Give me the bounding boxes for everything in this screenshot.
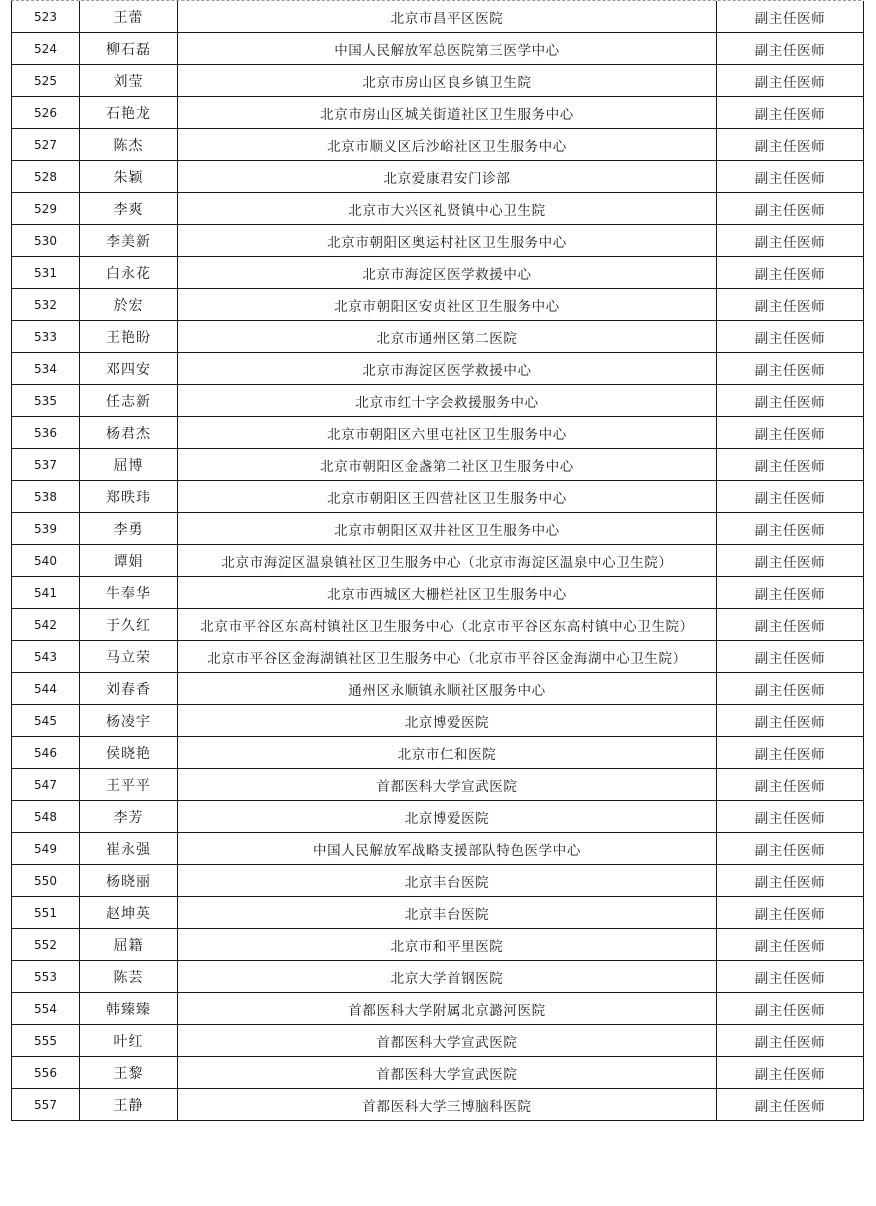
serial-number-cell: 525 — [12, 65, 80, 97]
organization-cell: 北京博爱医院 — [178, 705, 717, 737]
serial-number-cell: 536 — [12, 417, 80, 449]
serial-number-cell: 549 — [12, 833, 80, 865]
title-cell: 副主任医师 — [717, 1025, 864, 1057]
title-cell: 副主任医师 — [717, 865, 864, 897]
serial-number-cell: 542 — [12, 609, 80, 641]
name-cell: 王蕾 — [80, 1, 178, 33]
title-cell: 副主任医师 — [717, 353, 864, 385]
organization-cell: 北京市朝阳区王四营社区卫生服务中心 — [178, 481, 717, 513]
title-cell: 副主任医师 — [717, 1089, 864, 1121]
table-row — [12, 161, 864, 193]
name-cell: 杨晓丽 — [80, 865, 178, 897]
table-row — [12, 673, 864, 705]
table-row — [12, 33, 864, 65]
title-cell: 副主任医师 — [717, 97, 864, 129]
organization-cell: 北京市和平里医院 — [178, 929, 717, 961]
table-row — [12, 897, 864, 929]
name-cell: 王平平 — [80, 769, 178, 801]
name-cell: 马立荣 — [80, 641, 178, 673]
organization-cell: 北京市房山区城关街道社区卫生服务中心 — [178, 97, 717, 129]
title-cell: 副主任医师 — [717, 161, 864, 193]
serial-number-cell: 526 — [12, 97, 80, 129]
name-cell: 邓四安 — [80, 353, 178, 385]
name-cell: 任志新 — [80, 385, 178, 417]
title-cell: 副主任医师 — [717, 33, 864, 65]
personnel-table — [11, 1, 864, 1121]
serial-number-cell: 545 — [12, 705, 80, 737]
serial-number-cell: 546 — [12, 737, 80, 769]
name-cell: 屈籍 — [80, 929, 178, 961]
name-cell: 刘莹 — [80, 65, 178, 97]
name-cell: 谭娟 — [80, 545, 178, 577]
table-row — [12, 193, 864, 225]
serial-number-cell: 553 — [12, 961, 80, 993]
organization-cell: 中国人民解放军战略支援部队特色医学中心 — [178, 833, 717, 865]
serial-number-cell: 535 — [12, 385, 80, 417]
table-row — [12, 225, 864, 257]
serial-number-cell: 538 — [12, 481, 80, 513]
serial-number-cell: 552 — [12, 929, 80, 961]
title-cell: 副主任医师 — [717, 289, 864, 321]
title-cell: 副主任医师 — [717, 897, 864, 929]
table-row — [12, 1025, 864, 1057]
table-row — [12, 65, 864, 97]
table-row — [12, 641, 864, 673]
table-row — [12, 449, 864, 481]
name-cell: 李勇 — [80, 513, 178, 545]
organization-cell: 北京市通州区第二医院 — [178, 321, 717, 353]
table-row — [12, 129, 864, 161]
title-cell: 副主任医师 — [717, 705, 864, 737]
name-cell: 赵坤英 — [80, 897, 178, 929]
serial-number-cell: 533 — [12, 321, 80, 353]
organization-cell: 北京丰台医院 — [178, 897, 717, 929]
title-cell: 副主任医师 — [717, 1, 864, 33]
organization-cell: 北京市顺义区后沙峪社区卫生服务中心 — [178, 129, 717, 161]
title-cell: 副主任医师 — [717, 193, 864, 225]
organization-cell: 北京市朝阳区金盏第二社区卫生服务中心 — [178, 449, 717, 481]
organization-cell: 北京市平谷区东高村镇社区卫生服务中心（北京市平谷区东高村镇中心卫生院） — [178, 609, 717, 641]
title-cell: 副主任医师 — [717, 321, 864, 353]
title-cell: 副主任医师 — [717, 129, 864, 161]
organization-cell: 北京市朝阳区双井社区卫生服务中心 — [178, 513, 717, 545]
title-cell: 副主任医师 — [717, 641, 864, 673]
organization-cell: 北京丰台医院 — [178, 865, 717, 897]
serial-number-cell: 539 — [12, 513, 80, 545]
title-cell: 副主任医师 — [717, 385, 864, 417]
name-cell: 朱颖 — [80, 161, 178, 193]
title-cell: 副主任医师 — [717, 225, 864, 257]
name-cell: 崔永强 — [80, 833, 178, 865]
table-row — [12, 609, 864, 641]
table-row — [12, 481, 864, 513]
serial-number-cell: 541 — [12, 577, 80, 609]
table-row — [12, 353, 864, 385]
title-cell: 副主任医师 — [717, 673, 864, 705]
serial-number-cell: 532 — [12, 289, 80, 321]
serial-number-cell: 555 — [12, 1025, 80, 1057]
table-row — [12, 1057, 864, 1089]
name-cell: 刘春香 — [80, 673, 178, 705]
title-cell: 副主任医师 — [717, 609, 864, 641]
table-row — [12, 737, 864, 769]
name-cell: 石艳龙 — [80, 97, 178, 129]
name-cell: 叶红 — [80, 1025, 178, 1057]
name-cell: 杨凌宇 — [80, 705, 178, 737]
organization-cell: 北京市朝阳区六里屯社区卫生服务中心 — [178, 417, 717, 449]
name-cell: 韩臻臻 — [80, 993, 178, 1025]
name-cell: 杨君杰 — [80, 417, 178, 449]
serial-number-cell: 548 — [12, 801, 80, 833]
table-row — [12, 97, 864, 129]
organization-cell: 北京市海淀区医学救援中心 — [178, 353, 717, 385]
organization-cell: 首都医科大学宣武医院 — [178, 1025, 717, 1057]
organization-cell: 中国人民解放军总医院第三医学中心 — [178, 33, 717, 65]
table-row — [12, 577, 864, 609]
title-cell: 副主任医师 — [717, 769, 864, 801]
serial-number-cell: 544 — [12, 673, 80, 705]
serial-number-cell: 534 — [12, 353, 80, 385]
title-cell: 副主任医师 — [717, 929, 864, 961]
table-row — [12, 257, 864, 289]
table-row — [12, 1089, 864, 1121]
organization-cell: 北京市朝阳区奥运村社区卫生服务中心 — [178, 225, 717, 257]
organization-cell: 北京市朝阳区安贞社区卫生服务中心 — [178, 289, 717, 321]
serial-number-cell: 531 — [12, 257, 80, 289]
personnel-table-body — [12, 1, 864, 1121]
table-row — [12, 801, 864, 833]
title-cell: 副主任医师 — [717, 65, 864, 97]
table-row — [12, 769, 864, 801]
name-cell: 柳石磊 — [80, 33, 178, 65]
organization-cell: 北京市昌平区医院 — [178, 1, 717, 33]
serial-number-cell: 530 — [12, 225, 80, 257]
table-row — [12, 993, 864, 1025]
name-cell: 陈芸 — [80, 961, 178, 993]
organization-cell: 北京市平谷区金海湖镇社区卫生服务中心（北京市平谷区金海湖中心卫生院） — [178, 641, 717, 673]
table-row — [12, 865, 864, 897]
organization-cell: 通州区永顺镇永顺社区服务中心 — [178, 673, 717, 705]
organization-cell: 北京市仁和医院 — [178, 737, 717, 769]
name-cell: 郑昳玮 — [80, 481, 178, 513]
organization-cell: 首都医科大学三博脑科医院 — [178, 1089, 717, 1121]
serial-number-cell: 547 — [12, 769, 80, 801]
table-row — [12, 1, 864, 33]
title-cell: 副主任医师 — [717, 993, 864, 1025]
table-row — [12, 961, 864, 993]
serial-number-cell: 524 — [12, 33, 80, 65]
organization-cell: 北京大学首钢医院 — [178, 961, 717, 993]
organization-cell: 首都医科大学附属北京潞河医院 — [178, 993, 717, 1025]
title-cell: 副主任医师 — [717, 545, 864, 577]
serial-number-cell: 537 — [12, 449, 80, 481]
serial-number-cell: 556 — [12, 1057, 80, 1089]
organization-cell: 首都医科大学宣武医院 — [178, 769, 717, 801]
serial-number-cell: 529 — [12, 193, 80, 225]
title-cell: 副主任医师 — [717, 513, 864, 545]
organization-cell: 北京市大兴区礼贤镇中心卫生院 — [178, 193, 717, 225]
name-cell: 王艳盼 — [80, 321, 178, 353]
name-cell: 陈杰 — [80, 129, 178, 161]
table-row — [12, 289, 864, 321]
table-row — [12, 545, 864, 577]
table-row — [12, 833, 864, 865]
title-cell: 副主任医师 — [717, 961, 864, 993]
title-cell: 副主任医师 — [717, 577, 864, 609]
title-cell: 副主任医师 — [717, 1057, 864, 1089]
organization-cell: 北京市海淀区温泉镇社区卫生服务中心（北京市海淀区温泉中心卫生院） — [178, 545, 717, 577]
title-cell: 副主任医师 — [717, 481, 864, 513]
table-row — [12, 929, 864, 961]
serial-number-cell: 554 — [12, 993, 80, 1025]
serial-number-cell: 543 — [12, 641, 80, 673]
serial-number-cell: 551 — [12, 897, 80, 929]
name-cell: 李芳 — [80, 801, 178, 833]
table-row — [12, 513, 864, 545]
organization-cell: 北京市西城区大栅栏社区卫生服务中心 — [178, 577, 717, 609]
name-cell: 於宏 — [80, 289, 178, 321]
table-row — [12, 385, 864, 417]
serial-number-cell: 527 — [12, 129, 80, 161]
name-cell: 李美新 — [80, 225, 178, 257]
organization-cell: 北京市红十字会救援服务中心 — [178, 385, 717, 417]
title-cell: 副主任医师 — [717, 449, 864, 481]
table-row — [12, 321, 864, 353]
title-cell: 副主任医师 — [717, 257, 864, 289]
serial-number-cell: 528 — [12, 161, 80, 193]
serial-number-cell: 557 — [12, 1089, 80, 1121]
serial-number-cell: 550 — [12, 865, 80, 897]
organization-cell: 首都医科大学宣武医院 — [178, 1057, 717, 1089]
title-cell: 副主任医师 — [717, 833, 864, 865]
table-row — [12, 705, 864, 737]
name-cell: 王黎 — [80, 1057, 178, 1089]
name-cell: 屈博 — [80, 449, 178, 481]
name-cell: 牛奉华 — [80, 577, 178, 609]
serial-number-cell: 540 — [12, 545, 80, 577]
serial-number-cell: 523 — [12, 1, 80, 33]
organization-cell: 北京博爱医院 — [178, 801, 717, 833]
name-cell: 白永花 — [80, 257, 178, 289]
title-cell: 副主任医师 — [717, 417, 864, 449]
title-cell: 副主任医师 — [717, 801, 864, 833]
name-cell: 李爽 — [80, 193, 178, 225]
organization-cell: 北京爱康君安门诊部 — [178, 161, 717, 193]
organization-cell: 北京市房山区良乡镇卫生院 — [178, 65, 717, 97]
name-cell: 王静 — [80, 1089, 178, 1121]
name-cell: 侯晓艳 — [80, 737, 178, 769]
table-row — [12, 417, 864, 449]
title-cell: 副主任医师 — [717, 737, 864, 769]
name-cell: 于久红 — [80, 609, 178, 641]
organization-cell: 北京市海淀区医学救援中心 — [178, 257, 717, 289]
